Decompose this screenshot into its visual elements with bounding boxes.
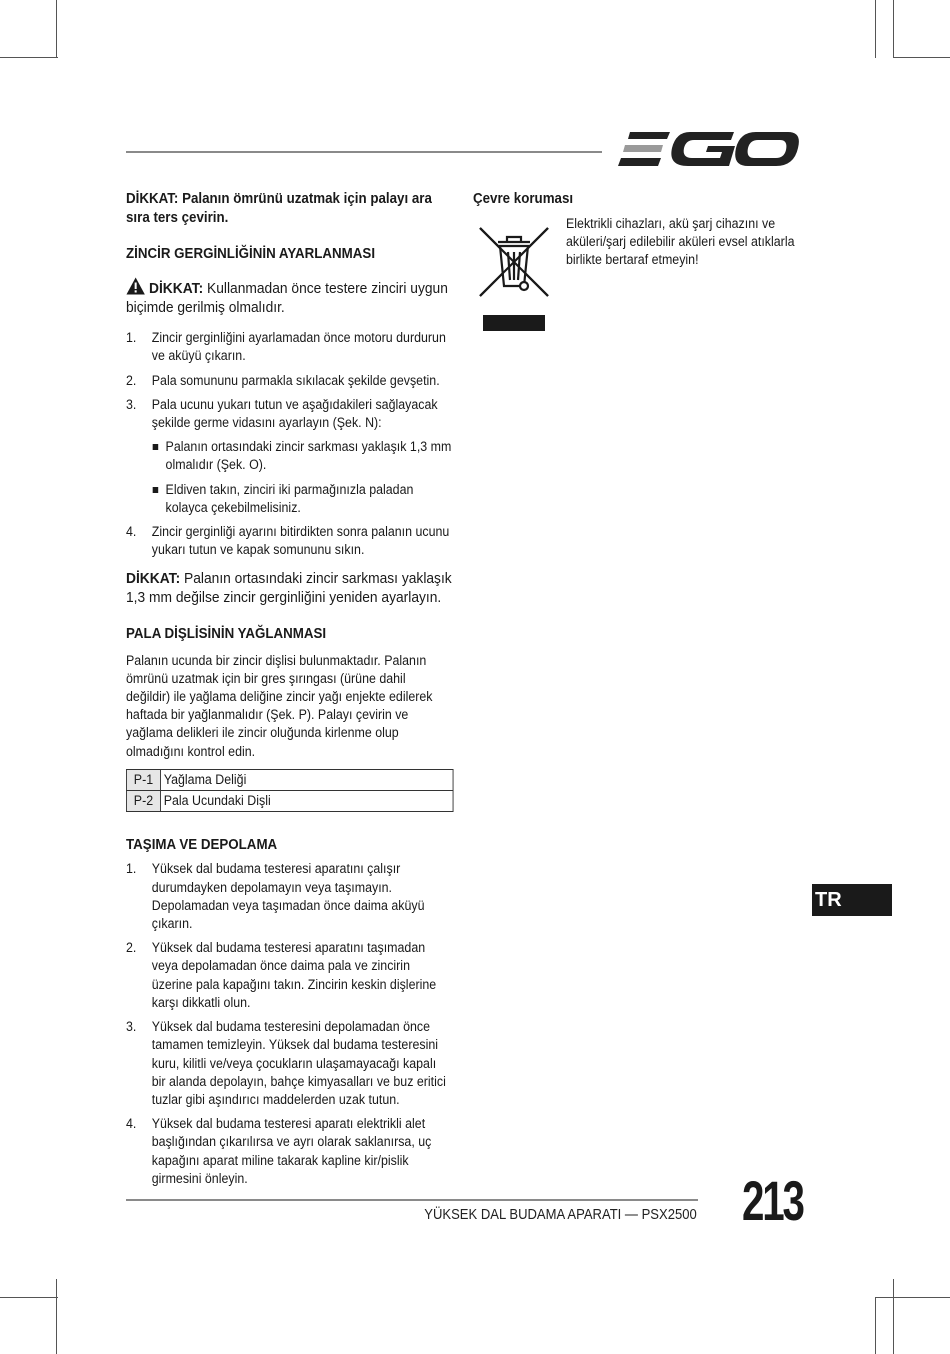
- list-item: [126, 1115, 453, 1188]
- lubrication-text: Palanın ucunda bir zincir dişlisi bulunmaktadır. Palanın ömrünü uzatmak için bir gres şırıngası (ürüne dahil değildir) ile yağlama deliğine zincir yağı enjekte edilerek haftada bir yağlanmalıdır (Şek. P). Palayı çevirin ve yağlama delikleri ile zincir oluğunda kirlenme olup olmadığını kontrol edin.: [126, 652, 433, 759]
- warning-label: DİKKAT:: [149, 280, 204, 298]
- step-number: 1.: [126, 861, 137, 877]
- part-name: Pala Ucundaki Dişli: [161, 791, 454, 812]
- step-number: 3.: [126, 396, 137, 412]
- list-item: [126, 1018, 453, 1109]
- list-item: [126, 523, 453, 559]
- lubrication-heading: PALA DİŞLİSİNİN YAĞLANMASI: [126, 626, 327, 643]
- warning-triangle-icon: [126, 277, 145, 295]
- crop-mark: [56, 1279, 57, 1354]
- step-number: 3.: [126, 1019, 137, 1035]
- chain-tension-heading: ZİNCİR GERGİNLİĞİNİN AYARLANMASI: [126, 246, 376, 262]
- chain-tension-note: [126, 569, 453, 607]
- part-code: P-1: [126, 769, 160, 790]
- step-text: Pala ucunu yukarı tutun ve aşağıdakileri sağlayacak şekilde germe vidasını ayarlayın (Şek. N):: [151, 396, 438, 431]
- step-text: Yüksek dal budama testeresini depolamadan önce tamamen temizleyin. Yüksek dal budama testeresini kuru, kilitli ve/veya çocukların ulaşamayacağı kapalı bir alanda depolayın, bahçe kimyasalları ve buz eritici tuzlar gibi aşındırıcı maddelerden uzak tutun.: [151, 1019, 446, 1107]
- step-number: 4.: [126, 1116, 137, 1132]
- crop-mark: [0, 57, 58, 58]
- step-text: Pala somununu parmakla sıkılacak şekilde gevşetin.: [151, 372, 440, 388]
- step-text: Yüksek dal budama testeresi aparatı elektrikli alet başlığından çıkarılırsa ve ayrı olarak saklanırsa, uç kapağını aparat miline takarak kapline kir/pislik girmesini önleyin.: [151, 1116, 432, 1186]
- ego-logo: [616, 128, 800, 172]
- bullet-item: Eldiven takın, zinciri iki parmağınızla paladan kolayca çekebilmelisiniz.: [152, 481, 453, 517]
- page-number: 213: [742, 1169, 803, 1232]
- right-column: [473, 190, 804, 208]
- footer-product-text: YÜKSEK DAL BUDAMA APARATI — PSX2500: [424, 1207, 697, 1223]
- crossed-bin-icon: [474, 222, 554, 302]
- step-text: Zincir gerginliği ayarını bitirdikten sonra palanın ucunu yukarı tutun ve kapak somununu sıkın.: [151, 524, 450, 558]
- environment-text: Elektrikli cihazları, akü şarj cihazını ve aküleri/şarj edilebilir aküleri evsel atıklarla birlikte bertaraf etmeyin!: [566, 216, 795, 268]
- chain-tension-steps: [126, 329, 453, 559]
- storage-steps: [126, 860, 453, 1187]
- step-number: 1.: [126, 330, 137, 346]
- table-row: [126, 791, 453, 812]
- step-text: Yüksek dal budama testeresi aparatını taşımadan veya depolamadan önce daima pala ve zincirin üzerine pala kapağını takın. Zincirin keskin dişlerine karşı dikkatli olun.: [151, 940, 437, 1010]
- step-number: 4.: [126, 524, 137, 540]
- list-item: [126, 329, 453, 365]
- footer-product: [425, 1207, 697, 1223]
- storage-heading: TAŞIMA VE DEPOLAMA: [126, 837, 278, 854]
- step-text: Zincir gerginliğini ayarlamadan önce motoru durdurun ve aküyü çıkarın.: [151, 330, 446, 364]
- crop-mark: [875, 1297, 876, 1354]
- step-number: 2.: [126, 940, 137, 956]
- warning-text: Kullanmadan önce testere zinciri uygun biçimde gerilmiş olmalıdır.: [126, 280, 448, 317]
- tension-bullets: [152, 438, 453, 517]
- crop-mark: [0, 1297, 58, 1298]
- list-item: [126, 372, 453, 390]
- table-row: [126, 769, 453, 790]
- part-code: P-2: [126, 791, 160, 812]
- crop-mark: [875, 0, 876, 58]
- footer-rule: [126, 1199, 698, 1201]
- language-tab: [812, 884, 892, 916]
- parts-table: [126, 769, 454, 812]
- crop-mark: [893, 1279, 894, 1354]
- left-column: [126, 190, 453, 1194]
- header-rule: [126, 151, 602, 153]
- step-number: 2.: [126, 372, 137, 388]
- crop-mark: [56, 0, 57, 58]
- step-text: Yüksek dal budama testeresi aparatını çalışır durumdayken depolamayın veya taşımayın. Depolamadan veya taşımadan önce daima aküyü çıkarın.: [151, 861, 425, 932]
- list-item: [126, 396, 453, 517]
- part-name: Yağlama Deliği: [161, 769, 454, 790]
- list-item: [126, 860, 453, 933]
- crop-mark: [893, 0, 894, 58]
- chain-tension-warning: [126, 277, 453, 317]
- crop-mark: [875, 1297, 950, 1298]
- environment-heading: Çevre koruması: [473, 191, 574, 207]
- caution-intro: DİKKAT: Palanın ömrünü uzatmak için palayı ara sıra ters çevirin.: [126, 191, 432, 226]
- weee-bar: [483, 315, 545, 331]
- note-label: DİKKAT:: [126, 570, 181, 588]
- crop-mark: [893, 57, 950, 58]
- note-text: Palanın ortasındaki zincir sarkması yaklaşık 1,3 mm değilse zincir gerginliğini yeniden ayarlayın.: [126, 570, 452, 607]
- list-item: [126, 939, 453, 1012]
- bullet-item: Palanın ortasındaki zincir sarkması yaklaşık 1,3 mm olmalıdır (Şek. O).: [152, 438, 453, 474]
- language-tab-label: TR: [815, 889, 842, 911]
